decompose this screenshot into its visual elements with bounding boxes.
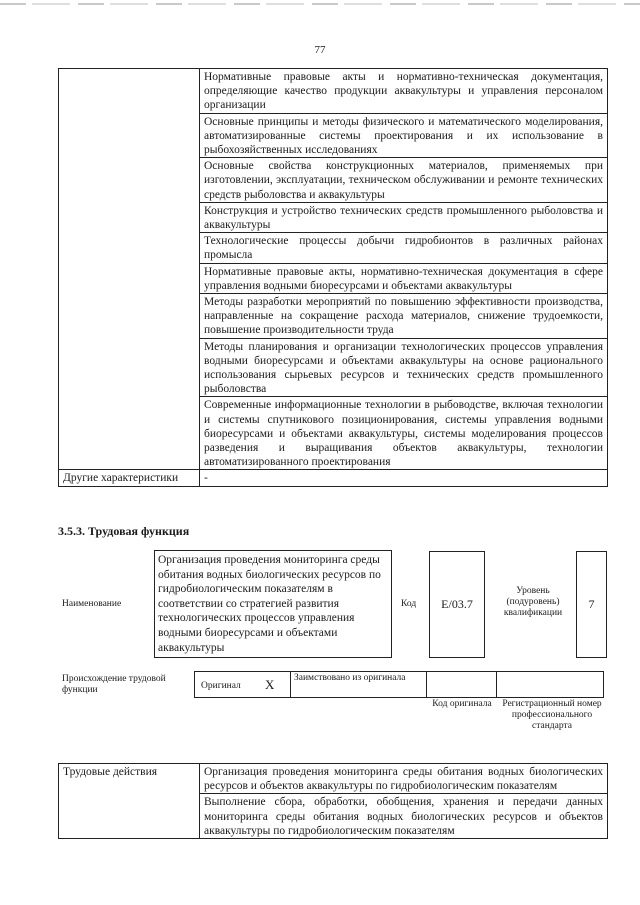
original-cell: [194, 671, 291, 698]
scan-top-rule: [0, 3, 640, 5]
code-original-caption: Код оригинала: [432, 699, 492, 709]
registration-number-cell: [496, 671, 604, 698]
reg-number-caption: Регистрационный номер профессионального стандарта: [502, 699, 602, 731]
knowledge-item: Методы планирования и организации технологических процессов управления водными биоресурсами и объектами аквакультуры на основе рационального использования сырьевых ресурсов и технических средств промышленного рыболовства: [200, 338, 608, 397]
original-label: Оригинал: [201, 681, 241, 691]
name-label: Наименование: [62, 599, 122, 609]
table-row: [59, 764, 608, 794]
labor-action-item: Выполнение сбора, обработки, обобщения, хранения и передачи данных мониторинга среды обитания водных биологических ресурсов и объектов аквакультуры по гидробиологическим показателям: [200, 794, 608, 839]
row-label: [59, 69, 200, 470]
other-characteristics-label: Другие характеристики: [59, 470, 200, 486]
other-characteristics-value: -: [200, 470, 608, 486]
origin-row: [195, 671, 607, 698]
knowledge-item: Основные принципы и методы физического и математического моделирования, автоматизированные системы проектирования и их использование в рыбохозяйственных исследованиях: [200, 113, 608, 158]
knowledge-item: Методы разработки мероприятий по повышению эффективности производства, направленные на сокращение расхода материалов, снижение трудоемкости, повышение производительности труда: [200, 294, 608, 339]
knowledge-item: Современные информационные технологии в рыбоводстве, включая технологии и системы спутникового позиционирования, системы управления водными биоресурсами и объектами аквакультуры, системы моделирования процессов разведения и выращивания объектов аквакультуры, технологии автоматизированного проектирования: [200, 397, 608, 470]
page-number: 77: [314, 44, 326, 56]
level-label: Уровень (подуровень) квалификации: [503, 586, 563, 618]
original-mark: X: [265, 677, 275, 692]
labor-action-item: Организация проведения мониторинга среды обитания водных биологических ресурсов и объектов аквакультуры по гидробиологическим показателям: [200, 764, 608, 794]
origin-code-cell: [426, 671, 497, 698]
knowledge-item: Основные свойства конструкционных материалов, применяемых при изготовлении, эксплуатации, техническом обслуживании и ремонте технических средств рыболовства и аквакультуры: [200, 158, 608, 203]
labor-actions-label: Трудовые действия: [59, 764, 200, 839]
function-name-value: Организация проведения мониторинга среды обитания водных биологических ресурсов по гидробиологическим показателям в соответствии со стратегией развития технологических процессов управления водными биоресурсами и объектами аквакультуры: [154, 550, 392, 658]
level-value: 7: [576, 551, 607, 658]
knowledge-item: Технологические процессы добычи гидробионтов в различных районах промысла: [200, 233, 608, 263]
table-row: [59, 470, 608, 486]
knowledge-table: [58, 68, 608, 487]
knowledge-item: Нормативные правовые акты и нормативно-техническая документация, определяющие качество продукции аквакультуры и управления персоналом организации: [200, 69, 608, 114]
function-code-value: E/03.7: [429, 551, 485, 658]
code-label: Код: [401, 599, 417, 609]
borrowed-label: Заимствовано из оригинала: [290, 671, 427, 698]
origin-label: Происхождение трудовой функции: [62, 674, 166, 695]
knowledge-item: Конструкция и устройство технических средств промышленного рыболовства и аквакультуры: [200, 202, 608, 232]
section-heading: 3.5.3. Трудовая функция: [58, 524, 190, 538]
labor-actions-table: [58, 763, 608, 839]
table-row: [59, 69, 608, 114]
knowledge-item: Нормативные правовые акты, нормативно-техническая документация в сфере управления водными биоресурсами и объектами аквакультуры: [200, 263, 608, 293]
